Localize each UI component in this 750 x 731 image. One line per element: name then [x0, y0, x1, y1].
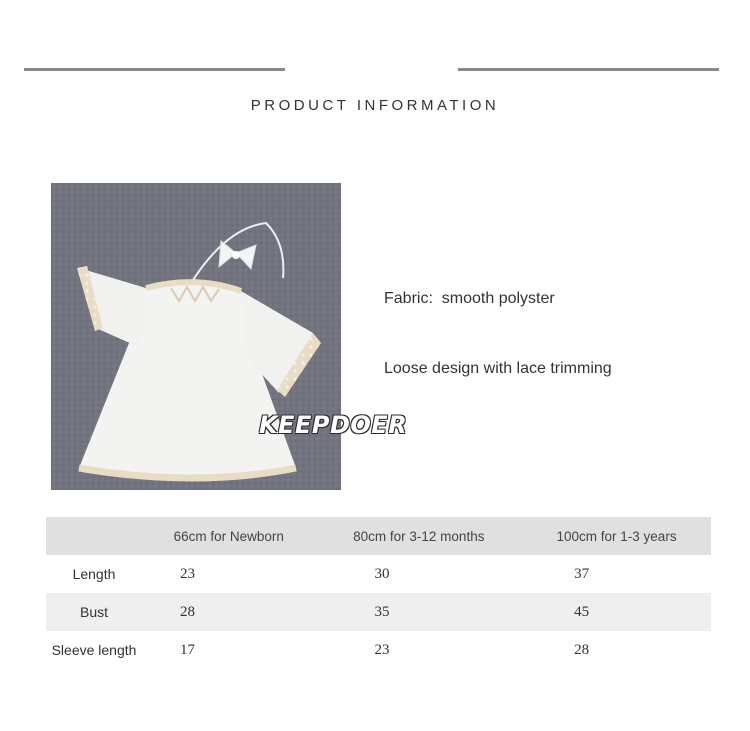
design-feature: Loose design with lace trimming	[384, 360, 612, 377]
row-label-length: Length	[72, 566, 116, 582]
cell-value: 28	[180, 603, 195, 620]
divider-right	[458, 68, 719, 71]
cell-value: 23	[180, 565, 195, 582]
product-photo	[51, 183, 408, 490]
size-chart-table	[46, 517, 711, 669]
row-label-bust: Bust	[79, 604, 108, 620]
header-size-1-3-years: 100cm for 1-3 years	[556, 528, 677, 544]
divider-left	[24, 68, 285, 71]
brand-watermark: KEEPDOER	[259, 411, 408, 439]
cell-value: 30	[374, 565, 390, 582]
white-lace-dress-icon	[51, 183, 341, 490]
header-size-newborn: 66cm for Newborn	[173, 528, 284, 544]
fabric-feature: Fabric: smooth polyster	[384, 290, 555, 307]
cell-value: 35	[374, 603, 390, 620]
table-header-row	[46, 517, 711, 555]
section-heading: PRODUCT INFORMATION	[250, 97, 500, 114]
row-label-sleeve-length: Sleeve length	[51, 642, 137, 658]
header-empty-cell	[46, 517, 142, 555]
cell-value: 17	[180, 641, 195, 658]
table-row	[46, 631, 711, 669]
cell-value: 37	[574, 565, 590, 582]
table-row	[46, 555, 711, 593]
table-row	[46, 593, 711, 631]
cell-value: 28	[574, 641, 590, 658]
cell-value: 23	[374, 641, 390, 658]
header-size-3-12-months: 80cm for 3-12 months	[353, 528, 485, 544]
cell-value: 45	[574, 603, 590, 620]
